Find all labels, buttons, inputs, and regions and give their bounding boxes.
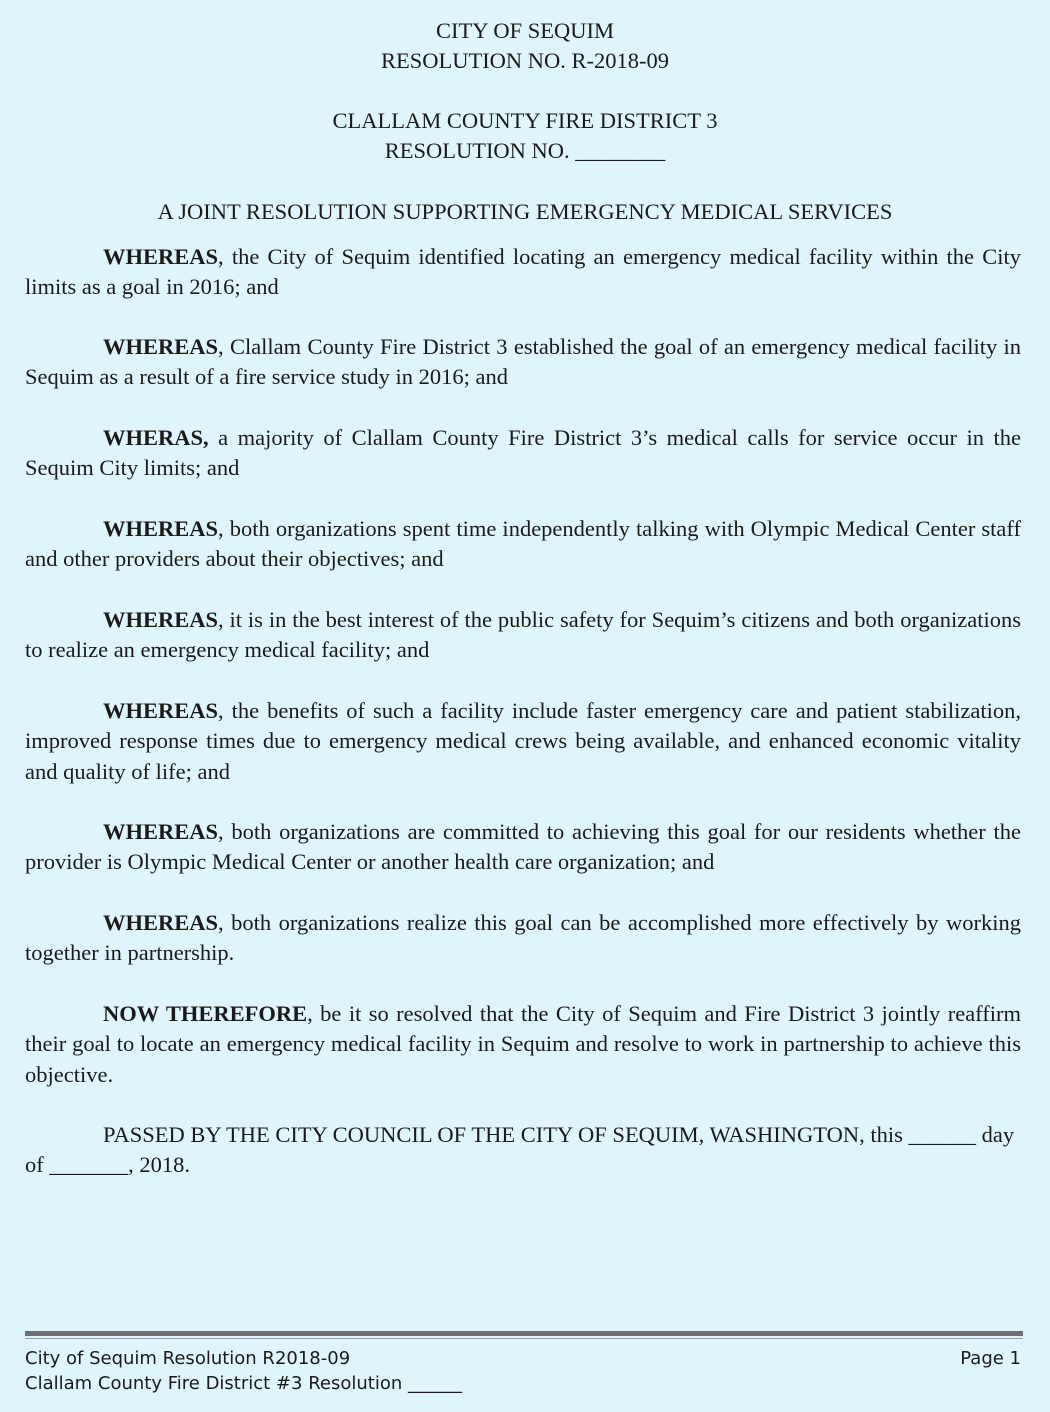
page-number: Page 1 (960, 1348, 1021, 1369)
paragraph-text: , Clallam County Fire District 3 established the goal of an emergency medical facility in Sequim as a result of a fire service study in 2016; and (25, 334, 1021, 390)
paragraph-lead: WHEREAS (103, 516, 219, 541)
whereas-paragraph-5 (25, 605, 1021, 666)
whereas-paragraph-7 (25, 817, 1021, 878)
whereas-paragraph-4 (25, 514, 1021, 575)
footer-divider (25, 1331, 1023, 1336)
city-name: CITY OF SEQUIM (436, 18, 614, 43)
city-resolution-number: RESOLUTION NO. R-2018-09 (380, 48, 670, 73)
whereas-paragraph-2 (25, 332, 1021, 393)
whereas-paragraph-6 (25, 696, 1021, 787)
passed-statement: PASSED BY THE CITY COUNCIL OF THE CITY OF SEQUIM, WASHINGTON, this ______ day of _______, 2018. (25, 1122, 1015, 1178)
paragraph-text: , the benefits of such a facility include faster emergency care and patient stabilization, improved response times due to emergency medical crews being available, and enhanced economic vitality and quality of life; and (25, 698, 1021, 784)
paragraph-text: , the City of Sequim identified locating an emergency medical facility within the City limits as a goal in 2016; and (25, 244, 1021, 300)
district-resolution-number: RESOLUTION NO. ________ (384, 138, 666, 163)
paragraph-lead: WHEREAS (103, 607, 219, 632)
footer-city-resolution: City of Sequim Resolution R2018-09 (25, 1348, 351, 1369)
paragraph-text: , be it so resolved that the City of Sequim and Fire District 3 jointly reaffirm their goal to locate an emergency medical facility in Sequim and resolve to work in partnership to achieve this objective. (25, 1001, 1021, 1087)
footer-district-resolution: Clallam County Fire District #3 Resolution ______ (25, 1373, 462, 1394)
paragraph-lead: NOW THEREFORE (103, 1001, 308, 1026)
now-therefore-paragraph (25, 999, 1021, 1090)
paragraph-text: , both organizations are committed to achieving this goal for our residents whether the provider is Olympic Medical Center or another health care organization; and (25, 819, 1021, 875)
paragraph-lead: WHEREAS (103, 334, 219, 359)
paragraph-lead: WHEREAS (103, 244, 219, 269)
footer-divider-thin (25, 1338, 1023, 1339)
page-footer (25, 1346, 1021, 1396)
paragraph-lead: WHEREAS (103, 698, 219, 723)
paragraph-lead: WHEREAS (103, 910, 219, 935)
district-header (0, 106, 1050, 166)
paragraph-text: , both organizations spent time independently talking with Olympic Medical Center staff and other providers about their objectives; and (25, 516, 1021, 572)
whereas-paragraph-8 (25, 908, 1021, 969)
paragraph-text: , it is in the best interest of the public safety for Sequim’s citizens and both organizations to realize an emergency medical facility; and (25, 607, 1021, 663)
resolution-title: A JOINT RESOLUTION SUPPORTING EMERGENCY MEDICAL SERVICES (157, 199, 893, 224)
district-name: CLALLAM COUNTY FIRE DISTRICT 3 (332, 108, 718, 133)
whereas-paragraph-3 (25, 423, 1021, 484)
paragraph-lead: WHERAS, (103, 425, 209, 450)
whereas-paragraph-1 (25, 242, 1021, 303)
paragraph-text: a majority of Clallam County Fire District 3’s medical calls for service occur in the Sequim City limits; and (25, 425, 1021, 481)
paragraph-lead: WHEREAS (103, 819, 219, 844)
paragraph-text: , both organizations realize this goal can be accomplished more effectively by working together in partnership. (25, 910, 1021, 966)
city-header (0, 16, 1050, 76)
